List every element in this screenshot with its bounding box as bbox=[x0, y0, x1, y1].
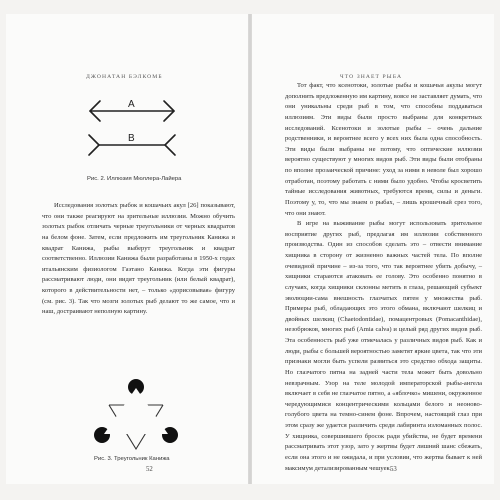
right-paragraph-1: Тот факт, что ксенотоки, золотые рыбы и кошачьи акулы могут дополнить вредложенную им картину, вовсе не заставляет думать, что они уникальны среди рыб в том, что способны поддаваться иллюзиям. Эти виды были просто выбраны для конкретных исследований. Ксенотоки и золотые рыбы – очень дальние родственники, и вероятнее всего у всех них была одна способность. Эти виды были выбраны не потому, что оптические иллюзии вероятно существуют у многих видов рыб. Эти виды были отобраны по вполне прозаической причине: уход за ними в неволе был хорошо отработан, поэтому работать с ними было удобно. Чтобы кросветить тайные исследования животных, требуются время, силы и деньги. Поэтому у, то, что мы знаем о рыбах, – лишь крошечный срез того, что они знают. bbox=[285, 82, 482, 217]
figure-label-b: B bbox=[128, 133, 135, 144]
right-page bbox=[252, 14, 494, 484]
right-body-text bbox=[285, 81, 482, 474]
right-paragraph-2: В игре на выживание рыбы могут использовать зрительное восприятие других рыб, предлагая им иллюзии собственного производства. Один из способов сделать это – отвести внимание хищника в сторону от жизненно важных частей тела. По вполне очевидной причине – из-за того, что так вероятнее убить добычу, – хищники стараются атаковать ее голову. Это особенно понятно в случаях, когда хищники склонны метить в глаза, решающий субъект эволюции-сама внешность глазчатых пятен у множества рыб. Примеры рыб, обладающих это этого обмана, включают шелкиц и двойных шелкиц (Chaetodontidae), помацентровых (Pomacanthidae), незобрюков, многих рыб (Amia calva) и целый ряд других видов рыб. Эта особенность рыб уже отмечалась у различных видов рыб. Как и люди, рыбы с большей вероятностью заметят яркие цвета, так что эти признаки могли быть успели развиться это средство обхода защиты. Но глазчатого пятна на задней части тела может быть довольно невзрачным. Узор на теле молодой императорской рыбы-ангела включает в себя не глазчатое пятно, а «яблочко» мишени, окруженное чередующимися концентрическими кольцами белого и неоново-голубого цвета на темно-синем фоне. Впрочем, настоящий глаз при этом сразу же удается различить среди лабиринта изломанных полос. У хищника, совершившего бросок ради убийства, не будет времени рассматривать этот узор, зато у жертвы будет лишний шанс сбежать, если она этого и не ожидала, и при условии, что жертва бывает к ней максимум детализированным чешуек. bbox=[285, 220, 482, 472]
page-number-left: 52 bbox=[146, 466, 153, 473]
left-page bbox=[6, 14, 248, 484]
figure-2-caption: Рис. 2. Иллюзия Мюллера-Лайера bbox=[87, 176, 182, 182]
running-head-title: ЧТО ЗНАЕТ РЫБА bbox=[340, 74, 403, 80]
left-body-text bbox=[42, 201, 235, 318]
left-paragraph: Исследования золотых рыбок и кошачьих акул [26] показывают, что они также реагируют на зрительные иллюзии. Можно обучить золотых рыбок отличать черные треугольники от черных квадратов на белом фоне. Затем, если предложить им треугольник Канижа и квадрат Канижа, рыбы выберут треугольник и квадрат соответственно. Иллюзии Канижа были разработаны в 1950-х годах итальянским физиологом Гаэтано Канижа. Когда эти фигуры рассматривают люди, они видят треугольник (или белый квадрат), которого в действительности нет, – только «дорисовывая» фигуру (см. рис. 3). Так что мозги золотых рыб делают то же самое, что и наш, достраивают неполную картину. bbox=[42, 202, 235, 316]
muller-lyer-figure bbox=[78, 92, 186, 162]
figure-label-a: A bbox=[128, 99, 135, 110]
figure-3-caption: Рис. 3. Треугольник Канижа bbox=[94, 456, 170, 462]
running-head-author: ДЖОНАТАН БЭЛКОМБ bbox=[86, 74, 163, 80]
kanizsa-triangle-figure bbox=[92, 377, 180, 453]
page-number-right: 53 bbox=[390, 466, 397, 473]
